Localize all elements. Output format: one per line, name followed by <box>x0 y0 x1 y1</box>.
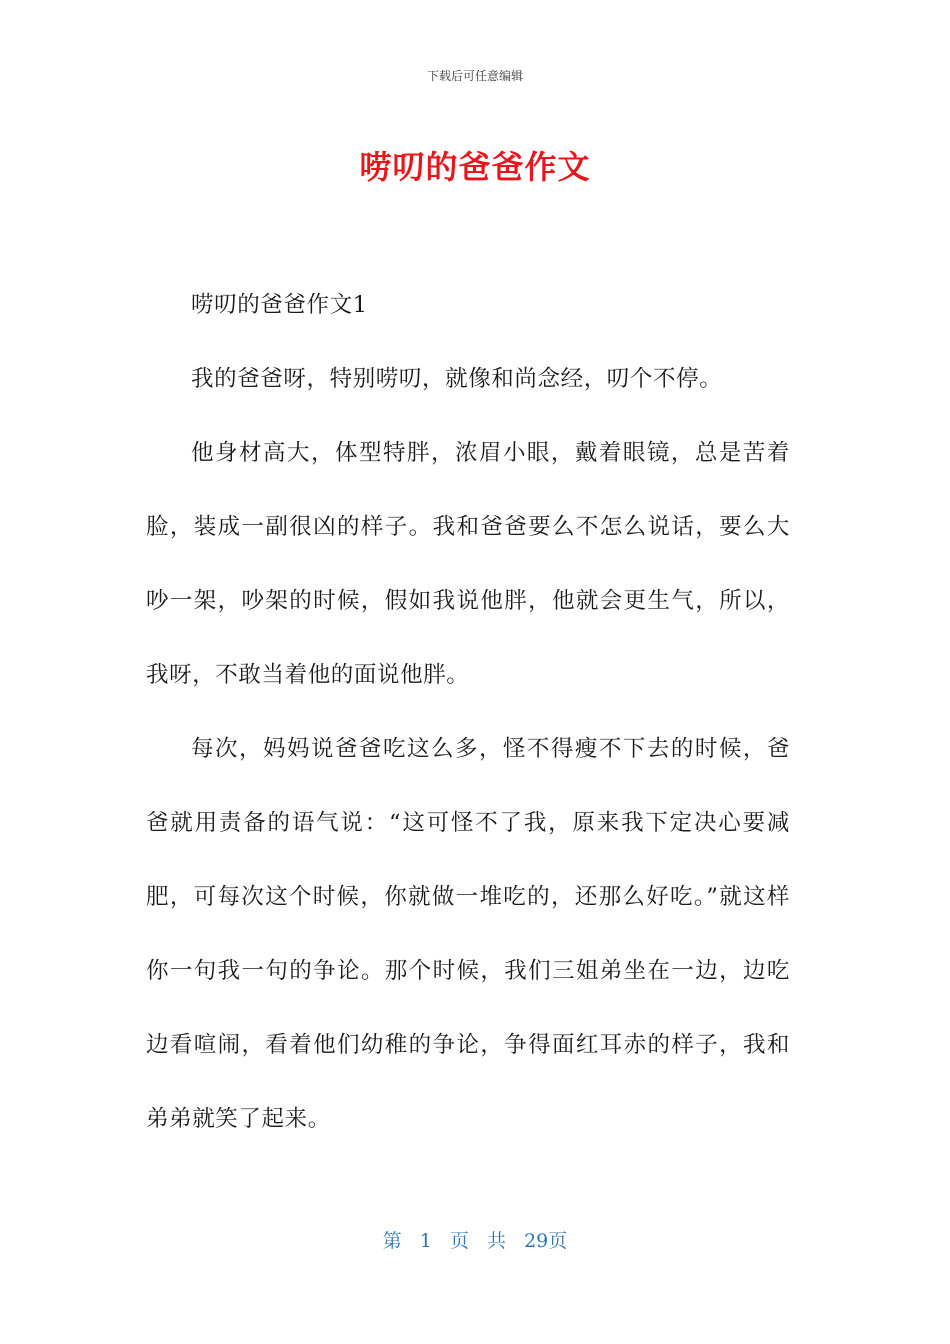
footer-total-pages: 29页 <box>524 1230 568 1252</box>
paragraph-subtitle: 唠叨的爸爸作文1 <box>191 292 368 318</box>
paragraph: 每次，妈妈说爸爸吃这么多，怪不得瘦不下去的时候，爸爸就用责备的语气说：“这可怪不了我，原来我下定决心要减肥，可每次这个时候，你就做一堆吃的，还那么好吃。”就这样你一句我一句的争论。那个时候，我们三姐弟坐在一边，边吃边看喧闹，看着他们幼稚的争论，争得面红耳赤的样子，我和弟弟就笑了起来。 <box>146 736 790 1132</box>
paragraph: 我的爸爸呀，特别唠叨，就像和尚念经，叨个不停。 <box>191 366 723 392</box>
footer-current-page: 1 <box>419 1230 432 1252</box>
footer-prefix: 第 <box>382 1230 402 1252</box>
page-number-footer <box>0 1226 950 1253</box>
footer-total-prefix: 共 <box>487 1230 507 1252</box>
document-body <box>146 268 790 1156</box>
footer-page-word: 页 <box>449 1230 469 1252</box>
paragraph: 他身材高大，体型特胖，浓眉小眼，戴着眼镜，总是苦着脸，装成一副很凶的样子。我和爸爸要么不怎么说话，要么大吵一架，吵架的时候，假如我说他胖，他就会更生气，所以，我呀，不敢当着他的面说他胖。 <box>146 440 790 688</box>
header-note: 下载后可任意编辑 <box>426 69 523 83</box>
document-title: 唠叨的爸爸作文 <box>359 148 591 186</box>
